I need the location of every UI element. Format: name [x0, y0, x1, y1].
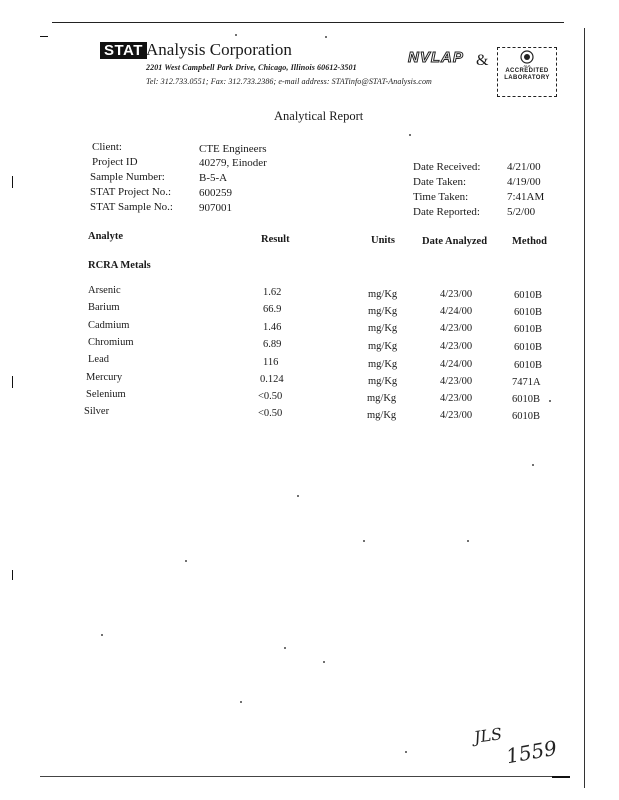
scan-edge-bottom — [40, 776, 570, 777]
row-units: mg/Kg — [368, 359, 398, 370]
row-units: mg/Kg — [367, 393, 397, 404]
row-date: 4/23/00 — [440, 410, 473, 421]
scan-edge-right — [584, 28, 585, 788]
company-contact: Tel: 312.733.0551; Fax: 312.733.2386; e-mail address: STATinfo@STAT-Analysis.com — [146, 77, 432, 86]
row-date: 4/24/00 — [440, 359, 473, 370]
label-date-taken: Date Taken: — [413, 176, 467, 188]
label-time-taken: Time Taken: — [413, 191, 469, 203]
label-stat-sample: STAT Sample No.: — [90, 201, 173, 213]
scan-speck — [297, 495, 299, 497]
nvlap-mark: NVLAP — [408, 49, 464, 66]
row-units: mg/Kg — [368, 323, 398, 334]
header-analyte: Analyte — [88, 231, 123, 242]
value-project-id: 40279, Einoder — [199, 157, 267, 169]
scan-mark — [12, 376, 13, 388]
label-date-received: Date Received: — [413, 161, 481, 173]
label-client: Client: — [92, 141, 122, 153]
label-date-reported: Date Reported: — [413, 206, 480, 218]
scan-mark — [40, 36, 48, 37]
badge-small-text: AIHA — [523, 64, 531, 68]
value-sample-number: B-5-A — [199, 172, 228, 184]
row-date: 4/23/00 — [440, 289, 473, 300]
section-rcra-metals: RCRA Metals — [88, 260, 151, 271]
header-units: Units — [371, 235, 395, 246]
report-title: Analytical Report — [274, 109, 364, 123]
value-client: CTE Engineers — [199, 143, 267, 155]
accreditation-badge — [497, 47, 557, 97]
row-method: 6010B — [512, 394, 541, 405]
row-analyte: Barium — [88, 302, 120, 313]
row-units: mg/Kg — [368, 341, 398, 352]
label-sample-number: Sample Number: — [90, 171, 165, 183]
row-result: <0.50 — [258, 408, 283, 419]
scan-mark — [12, 570, 13, 580]
scan-speck — [549, 400, 551, 402]
scan-speck — [409, 134, 411, 136]
row-analyte: Lead — [88, 354, 109, 365]
scan-speck — [363, 540, 365, 542]
value-time-taken: 7:41AM — [507, 191, 545, 203]
row-units: mg/Kg — [368, 376, 398, 387]
row-result: 6.89 — [263, 339, 282, 350]
badge-label: ACCREDITED — [505, 68, 549, 74]
value-stat-sample: 907001 — [199, 202, 232, 214]
scan-speck — [532, 464, 534, 466]
aiha-seal-icon — [520, 50, 534, 64]
row-date: 4/24/00 — [440, 306, 473, 317]
header-result: Result — [261, 234, 290, 245]
row-date: 4/23/00 — [440, 376, 473, 387]
scan-speck — [185, 560, 187, 562]
row-result: 1.62 — [263, 287, 282, 298]
scan-mark — [12, 176, 13, 188]
scan-speck — [240, 701, 242, 703]
row-analyte: Selenium — [86, 389, 126, 400]
row-analyte: Cadmium — [88, 320, 130, 331]
company-name: Analysis Corporation — [146, 40, 292, 59]
row-result: <0.50 — [258, 391, 283, 402]
row-units: mg/Kg — [368, 289, 398, 300]
value-stat-project: 600259 — [199, 187, 232, 199]
scan-speck — [235, 34, 237, 36]
row-date: 4/23/00 — [440, 323, 473, 334]
row-result: 1.46 — [263, 322, 282, 333]
row-method: 6010B — [514, 324, 543, 335]
row-result: 0.124 — [260, 374, 284, 385]
value-date-reported: 5/2/00 — [507, 206, 536, 218]
header-method: Method — [512, 236, 547, 247]
header-date-analyzed: Date Analyzed — [422, 236, 488, 247]
value-date-taken: 4/19/00 — [507, 176, 541, 188]
scan-speck — [284, 647, 286, 649]
row-analyte: Silver — [84, 406, 110, 417]
company-logo: STAT — [100, 42, 147, 59]
badge-label-2: LABORATORY — [504, 75, 550, 81]
scan-edge-top — [52, 22, 564, 23]
label-stat-project: STAT Project No.: — [90, 186, 172, 198]
row-units: mg/Kg — [368, 306, 398, 317]
row-result: 116 — [263, 357, 279, 368]
scan-speck — [325, 36, 327, 38]
scan-speck — [405, 751, 407, 753]
value-date-received: 4/21/00 — [507, 161, 541, 173]
row-date: 4/23/00 — [440, 341, 473, 352]
handwritten-page-number: 1559 — [504, 735, 559, 769]
row-units: mg/Kg — [367, 410, 397, 421]
row-analyte: Chromium — [88, 337, 134, 348]
ampersand: & — [476, 52, 489, 69]
row-method: 7471A — [512, 377, 541, 388]
row-analyte: Mercury — [86, 372, 123, 383]
scan-speck — [467, 540, 469, 542]
row-analyte: Arsenic — [88, 285, 121, 296]
scan-speck — [101, 634, 103, 636]
row-method: 6010B — [514, 342, 543, 353]
row-method: 6010B — [514, 360, 543, 371]
label-project-id: Project ID — [92, 156, 138, 168]
row-date: 4/23/00 — [440, 393, 473, 404]
handwritten-initials: JLS — [472, 724, 504, 747]
row-method: 6010B — [514, 290, 543, 301]
row-result: 66.9 — [263, 304, 282, 315]
company-address: 2201 West Campbell Park Drive, Chicago, Illinois 60612-3501 — [146, 63, 357, 72]
scan-mark — [552, 776, 570, 778]
row-method: 6010B — [512, 411, 541, 422]
row-method: 6010B — [514, 307, 543, 318]
scan-speck — [323, 661, 325, 663]
